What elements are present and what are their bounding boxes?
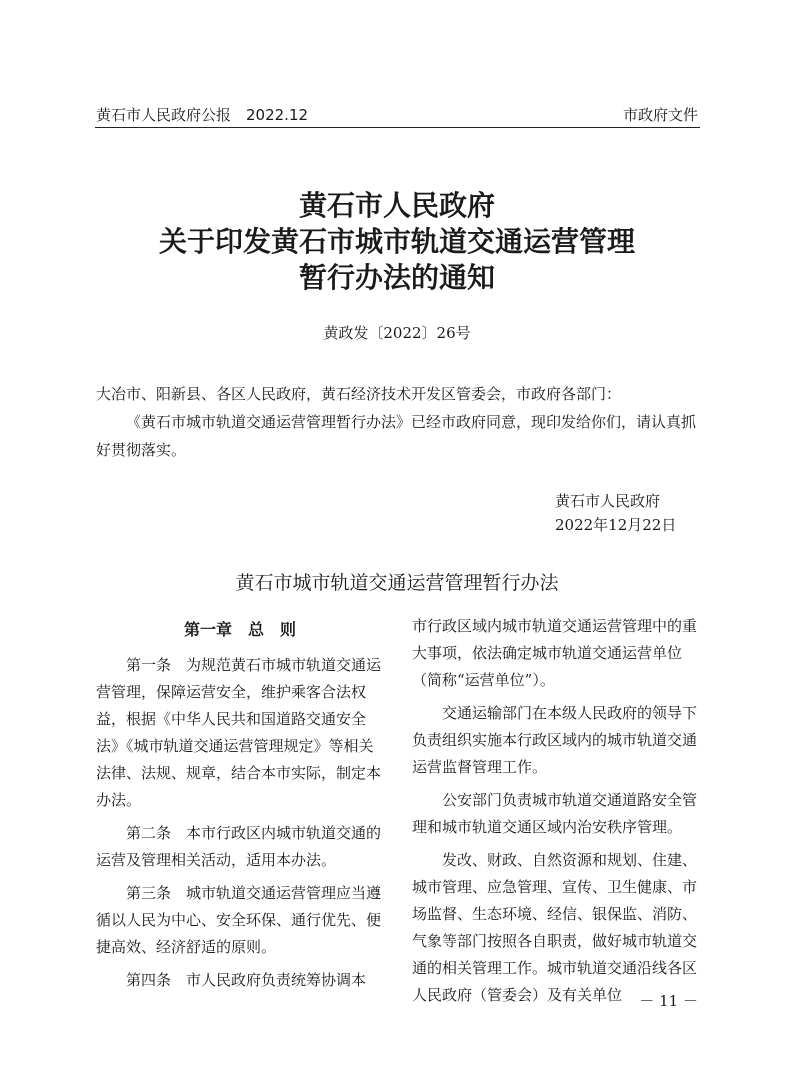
signature-org: 黄石市人民政府 xyxy=(555,492,661,510)
regulation-title: 黄石市城市轨道交通运营管理暂行办法 xyxy=(235,572,559,594)
signature-date: 2022年12月22日 xyxy=(555,516,677,534)
article-paragraph: 第三条 城市轨道交通运营管理应当遵循以人民为中心、安全环保、通行优先、便捷高效、经济舒适的原则。 xyxy=(96,884,382,956)
left-column xyxy=(96,616,384,1000)
publication-header: 黄石市人民政府公报 2022.12 xyxy=(96,106,309,124)
article-paragraph: 发改、财政、自然资源和规划、住建、城市管理、应急管理、宣传、卫生健康、市场监督、生态环境、经信、银保监、消防、气象等部门按照各自职责，做好城市轨道交通的相关管理工作。城市轨道交通沿线各区人民政府（管委会）及有关单位 xyxy=(412,851,698,1004)
addressee: 大冶市、阳新县、各区人民政府，黄石经济技术开发区管委会，市政府各部门： xyxy=(96,385,622,403)
chapter-heading: 第一章 总 则 xyxy=(183,620,296,639)
title-line: 黄石市人民政府 xyxy=(298,189,495,222)
header-divider xyxy=(95,127,700,128)
article-paragraph: 市行政区域内城市轨道交通运营管理中的重大事项，依法确定城市轨道交通运营单位（简称“运营单位”）。 xyxy=(412,617,698,689)
right-column xyxy=(412,613,702,1015)
document-number: 黄政发〔2022〕26号 xyxy=(323,324,471,342)
article-paragraph: 公安部门负责城市轨道交通道路安全管理和城市轨道交通区域内治安秩序管理。 xyxy=(412,791,698,836)
category-header: 市政府文件 xyxy=(622,106,698,124)
document-title xyxy=(0,188,794,296)
notice-body: 《黄石市城市轨道交通运营管理暂行办法》已经市政府同意，现印发给你们，请认真抓好贯彻落实。 xyxy=(96,413,697,459)
article-paragraph: 第二条 本市行政区内城市轨道交通的运营及管理相关活动，适用本办法。 xyxy=(96,824,382,869)
article-paragraph: 第一条 为规范黄石市城市轨道交通运营管理，保障运营安全，维护乘客合法权益，根据《中华人民共和国道路交通安全法》《城市轨道交通运营管理规定》等相关法律、法规、规章，结合本市实际，制定本办法。 xyxy=(96,656,382,809)
article-paragraph: 第四条 市人民政府负责统筹协调本 xyxy=(126,971,367,989)
title-line: 暂行办法的通知 xyxy=(298,261,495,294)
title-line: 关于印发黄石市城市轨道交通运营管理 xyxy=(158,225,635,258)
page-number: － 11 － xyxy=(639,992,698,1010)
article-paragraph: 交通运输部门在本级人民政府的领导下负责组织实施本行政区域内的城市轨道交通运营监督管理工作。 xyxy=(412,704,698,776)
